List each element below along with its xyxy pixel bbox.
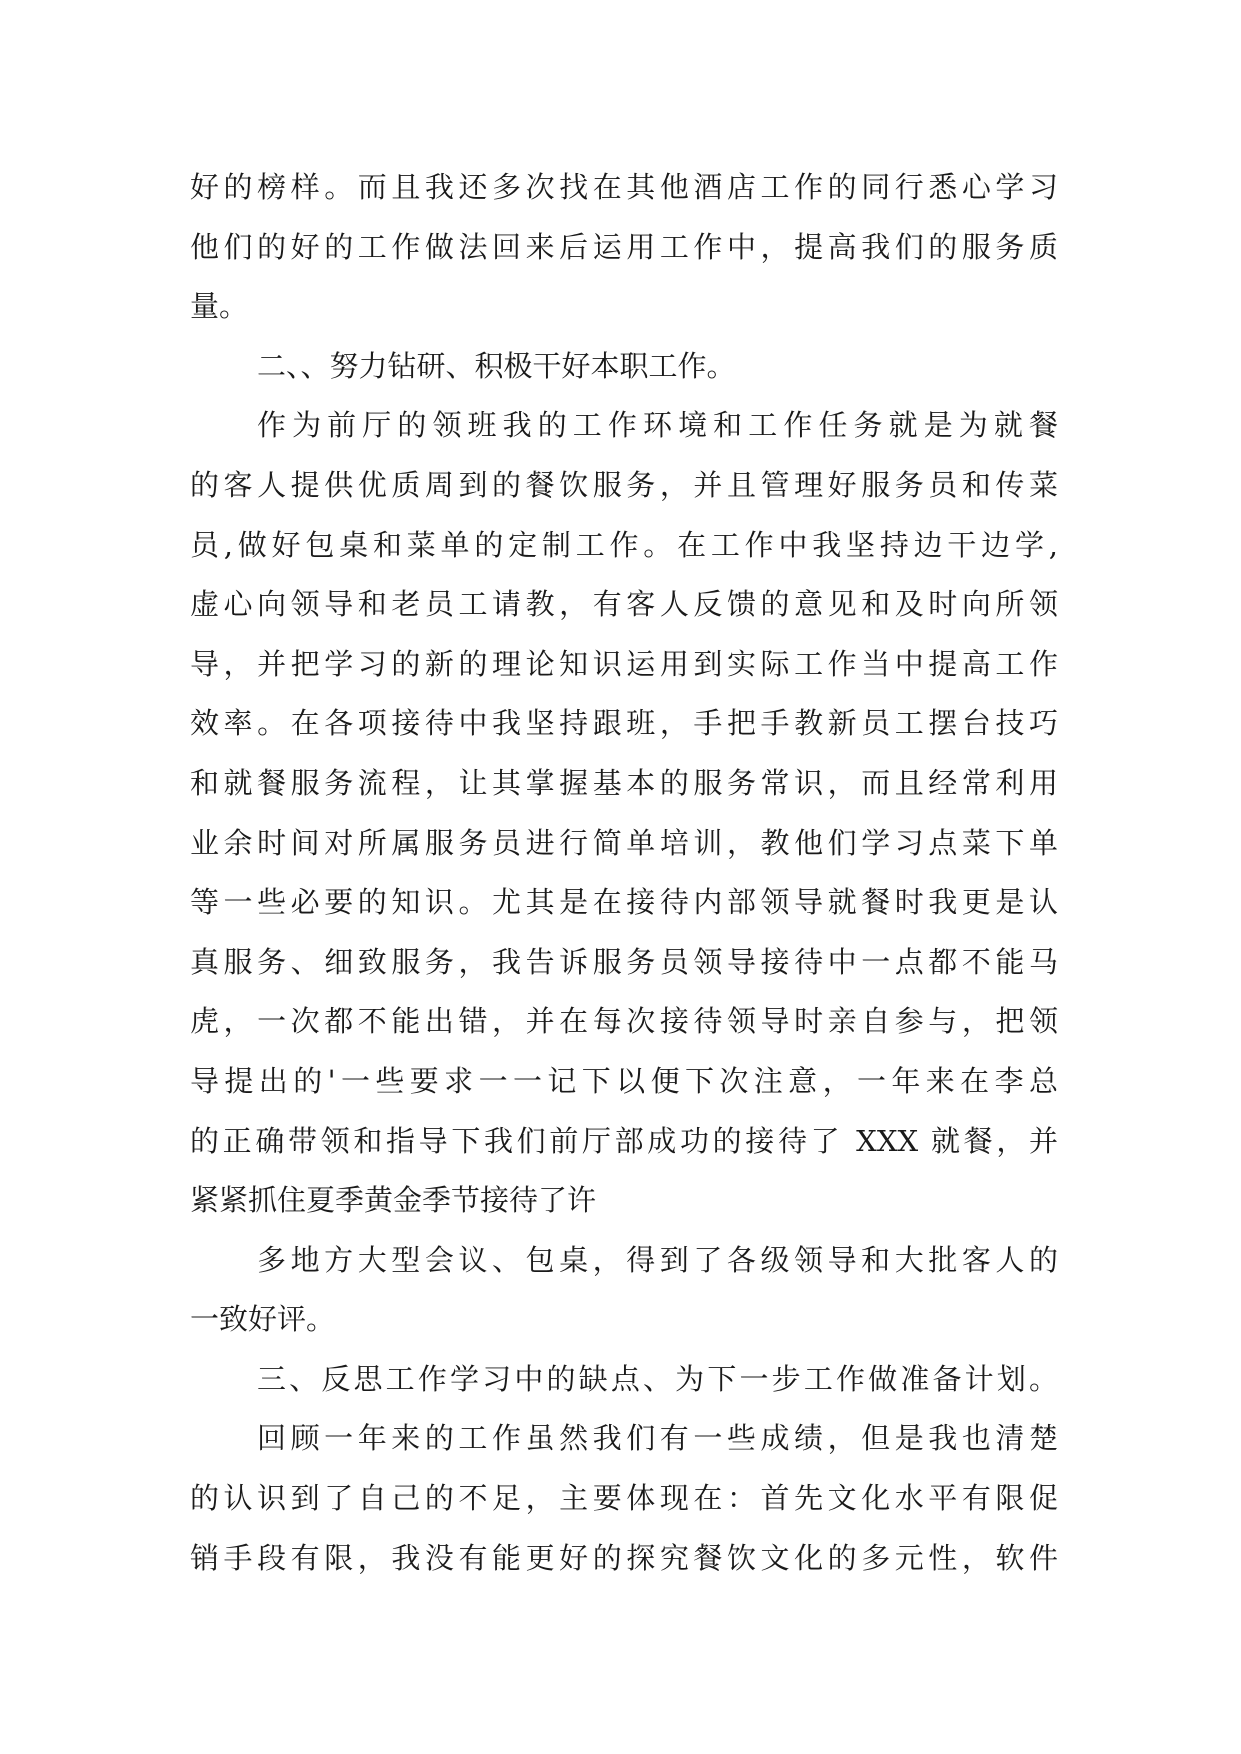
text-line: 导提出的'一些要求一一记下以便下次注意，一年来在李总 xyxy=(190,1063,1058,1098)
text-line: 销手段有限，我没有能更好的探究餐饮文化的多元性，软件 xyxy=(190,1540,1058,1575)
text-line: 多地方大型会议、包桌，得到了各级领导和大批客人的 xyxy=(257,1242,1058,1277)
document-body xyxy=(190,158,1058,1588)
text-line: 的认识到了自己的不足，主要体现在：首先文化水平有限促 xyxy=(190,1481,1058,1516)
text-line: 一致好评。 xyxy=(190,1302,336,1337)
text-line: 业余时间对所属服务员进行简单培训，教他们学习点菜下单 xyxy=(190,825,1058,860)
text-line: 导，并把学习的新的理论知识运用到实际工作当中提高工作 xyxy=(190,646,1058,681)
text-line: 三、反思工作学习中的缺点、为下一步工作做准备计划。 xyxy=(257,1361,1058,1396)
text-line: 真服务、细致服务，我告诉服务员领导接待中一点都不能马 xyxy=(190,944,1058,979)
text-line: 和就餐服务流程，让其掌握基本的服务常识，而且经常利用 xyxy=(190,765,1058,800)
text-line: 的正确带领和指导下我们前厅部成功的接待了 XXX 就餐，并 xyxy=(190,1123,1058,1158)
text-line: 二、、努力钻研、积极干好本职工作。 xyxy=(257,348,736,383)
text-line: 回顾一年来的工作虽然我们有一些成绩，但是我也清楚 xyxy=(257,1421,1058,1456)
text-line: 的客人提供优质周到的餐饮服务，并且管理好服务员和传菜 xyxy=(190,467,1058,502)
text-line: 紧紧抓住夏季黄金季节接待了许 xyxy=(190,1183,597,1218)
text-line: 等一些必要的知识。尤其是在接待内部领导就餐时我更是认 xyxy=(190,885,1058,920)
text-line: 量。 xyxy=(190,289,249,324)
text-line: 好的榜样。而且我还多次找在其他酒店工作的同行悉心学习 xyxy=(190,170,1058,204)
text-line: 员,做好包桌和菜单的定制工作。在工作中我坚持边干边学, xyxy=(190,527,1058,562)
text-line: 虎，一次都不能出错，并在每次接待领导时亲自参与，把领 xyxy=(190,1004,1058,1039)
text-line: 效率。在各项接待中我坚持跟班，手把手教新员工摆台技巧 xyxy=(190,706,1058,741)
text-line: 虚心向领导和老员工请教，有客人反馈的意见和及时向所领 xyxy=(190,587,1058,622)
text-line: 他们的好的工作做法回来后运用工作中，提高我们的服务质 xyxy=(190,229,1058,264)
text-line: 作为前厅的领班我的工作环境和工作任务就是为就餐 xyxy=(257,408,1058,443)
